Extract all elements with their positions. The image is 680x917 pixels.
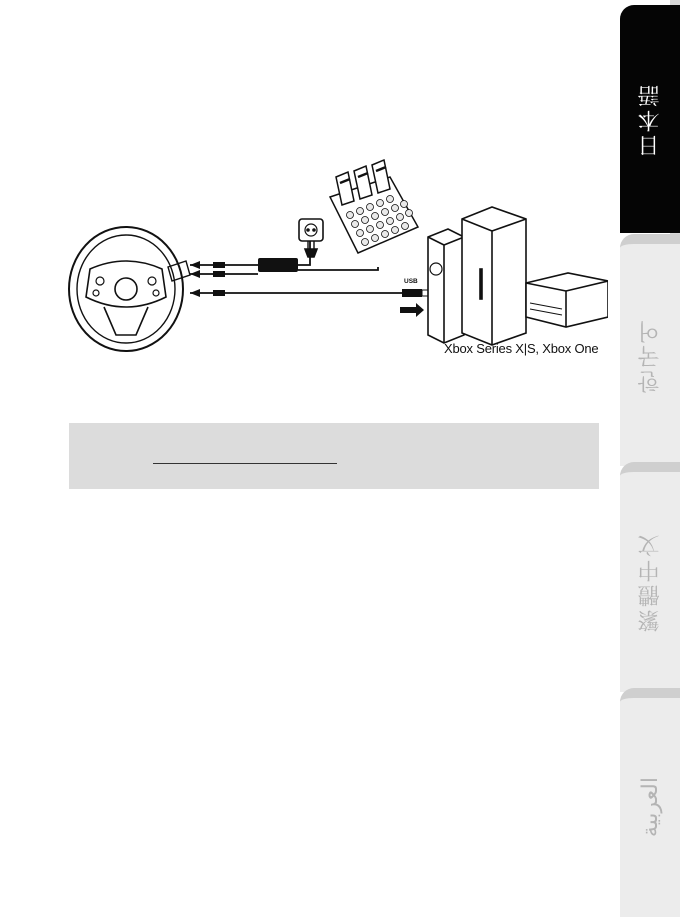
figure-caption: Xbox Series X|S, Xbox One (444, 341, 599, 356)
tab-arabic-label: العربية (637, 777, 663, 838)
note-box (69, 423, 599, 489)
power-adapter-icon (258, 258, 298, 272)
tab-arabic[interactable] (620, 688, 680, 917)
xbox-series-s-icon (428, 229, 464, 343)
language-tabs (612, 0, 680, 907)
pedals-icon (330, 160, 418, 253)
arrow-icons (190, 261, 200, 297)
usb-label: USB (404, 278, 418, 285)
steering-wheel-icon (69, 227, 190, 351)
xbox-one-icon (526, 273, 608, 327)
tab-traditional-chinese[interactable] (620, 462, 680, 692)
power-socket-icon (299, 219, 323, 257)
tab-traditional-chinese-label: 繁體中文 (637, 532, 663, 632)
tab-japanese[interactable] (620, 5, 680, 233)
xbox-series-x-icon (462, 207, 526, 345)
tab-korean-label: 한국어 (637, 317, 663, 393)
usb-connector-icon (400, 289, 428, 317)
tab-japanese-label: 日本語 (637, 81, 663, 157)
note-link-underline[interactable] (153, 463, 337, 464)
connection-illustration (68, 157, 608, 369)
connection-diagram (68, 157, 608, 369)
tab-korean[interactable] (620, 234, 680, 466)
